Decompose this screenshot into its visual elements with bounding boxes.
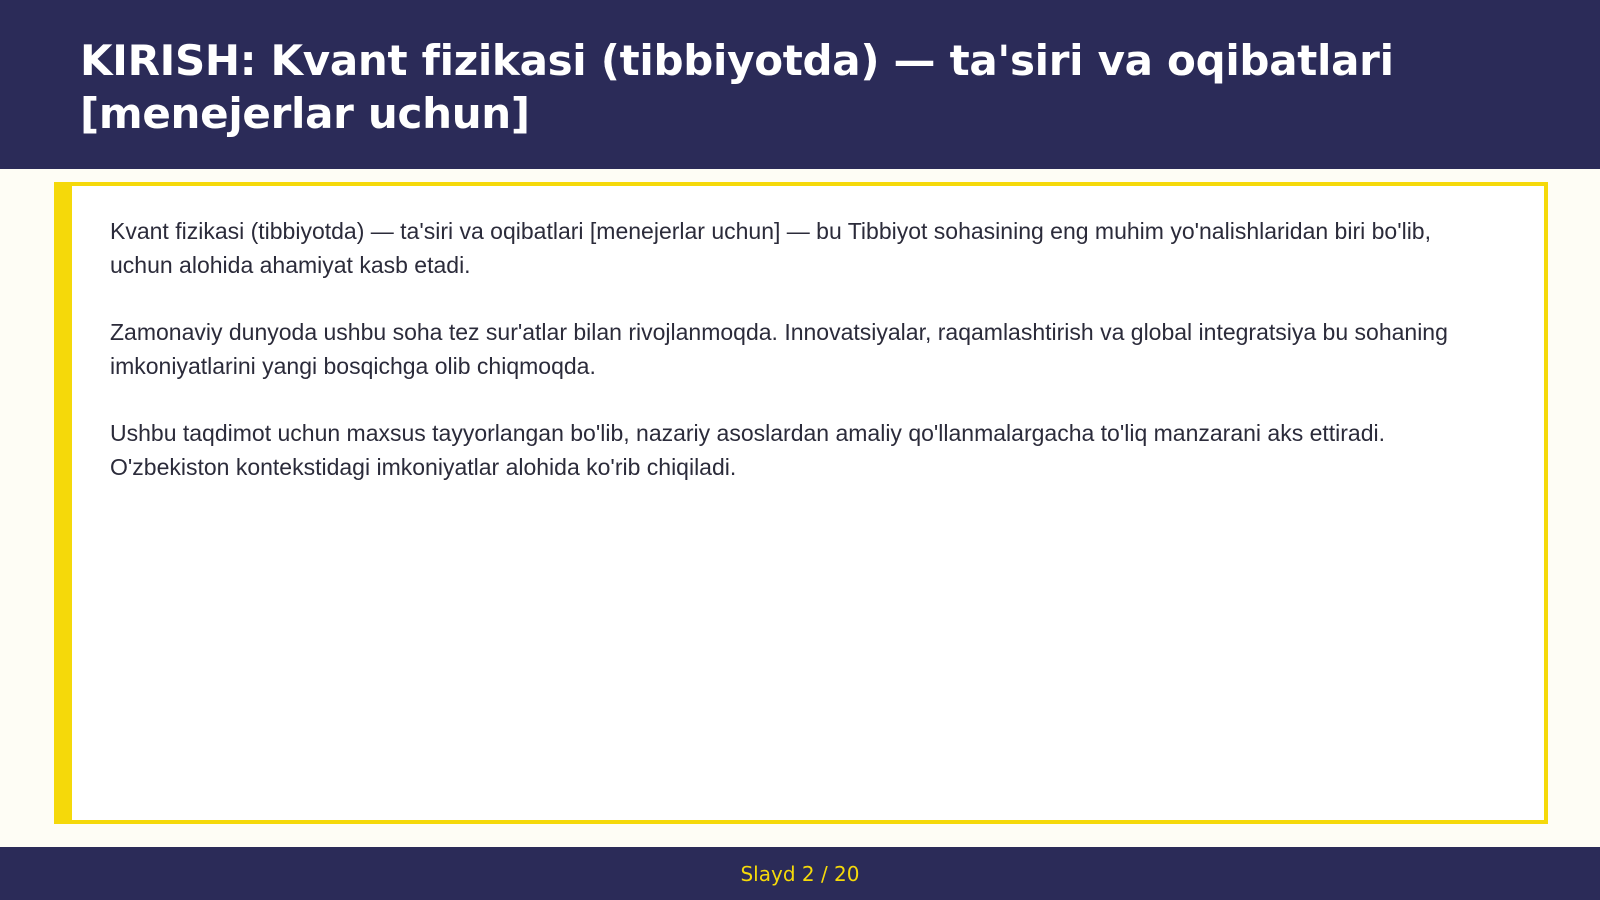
content-box [54,182,1548,824]
body-text [110,214,1480,517]
slide-title: KIRISH: Kvant fizikasi (tibbiyotda) — ta'siri va oqibatlari [menejerlar uchun] [80,36,1394,138]
slide-counter: Slayd 2 / 20 [740,861,860,886]
paragraph-presentation-scope: Ushbu taqdimot uchun maxsus tayyorlangan bo'lib, nazariy asoslardan amaliy qo'llanmalargacha to'liq manzarani aks ettiradi. O'zbekiston kontekstidagi imkoniyatlar alohida ko'rib chiqiladi. [110,420,1386,480]
paragraph-intro: Kvant fizikasi (tibbiyotda) — ta'siri va oqibatlari [menejerlar uchun] — bu Tibbiyot sohasining eng muhim yo'nalishlaridan biri bo'lib, uchun alohida ahamiyat kasb etadi. [110,218,1431,278]
paragraph-modern-world: Zamonaviy dunyoda ushbu soha tez sur'atlar bilan rivojlanmoqda. Innovatsiyalar, raqamlashtirish va global integratsiya bu sohaning imkoniyatlarini yangi bosqichga olib chiqmoqda. [110,319,1448,379]
slide-footer [0,847,1600,900]
slide-header [0,0,1600,169]
